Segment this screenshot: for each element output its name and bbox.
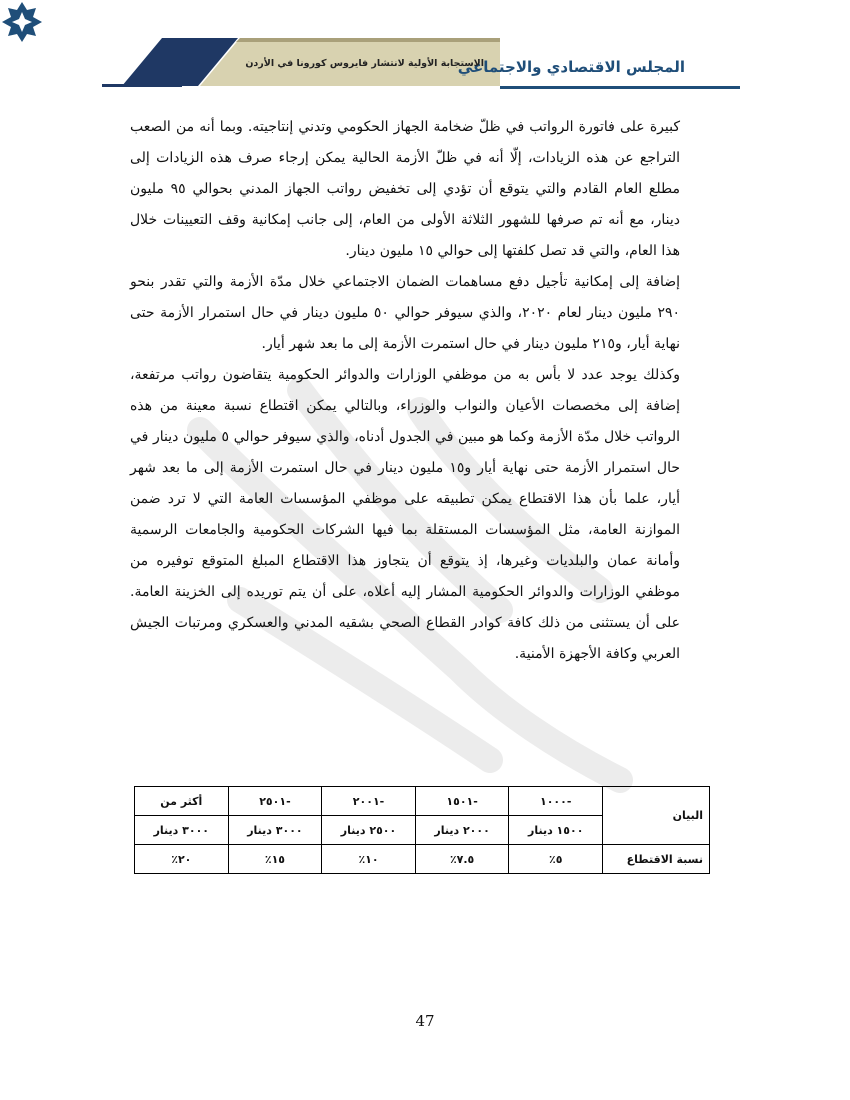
table-cell: ٣٠٠٠ دينار — [135, 816, 229, 845]
table-cell: ١٥٠٠ دينار — [509, 816, 603, 845]
table-cell: -١٥٠١ — [415, 787, 509, 816]
council-logo-icon — [0, 0, 44, 44]
table-cell: ٧.٥٪ — [415, 845, 509, 874]
table-cell: أكثر من — [135, 787, 229, 816]
table-cell: -٢٥٠١ — [228, 787, 322, 816]
paragraph: وكذلك يوجد عدد لا بأس به من موظفي الوزارات والدوائر الحكومية يتقاضون رواتب مرتفعة، إضافة إلى مخصصات الأعيان والنواب والوزراء، وبالتالي يمكن اقتطاع نسبة معينة من هذه الرواتب خلال مدّة الأزمة وكما هو مبين في الجدول أدناه، والذي سيوفر حوالي ٥ مليون دينار في حال استمرار الأزمة حتى نهاية أيار و١٥ مليون دينار في حال استمرت الأزمة إلى ما بعد شهر أيار، علما بأن هذا الاقتطاع يمكن تطبيقه على موظفي المؤسسات العامة التي لا ترد ضمن الموازنة العامة، مثل المؤسسات المستقلة بما فيها الشركات الحكومية والجامعات الرسمية وأمانة عمان والبلديات وغيرها، إذ يتوقع أن يتجاوز هذا الاقتطاع المبلغ المتوقع توفيره من موظفي الوزارات والدوائر الحكومية المشار إليه أعلاه، على أن يتم توريده إلى الخزينة العامة. على أن يستثنى من ذلك كافة كوادر القطاع الصحي بشقيه المدني والعسكري ومرتبات الجيش العربي وكافة الأجهزة الأمنية. — [130, 367, 681, 662]
table-cell: ٢٠٪ — [135, 845, 229, 874]
paragraph: إضافة إلى إمكانية تأجيل دفع مساهمات الضمان الاجتماعي خلال مدّة الأزمة والتي تقدر بنحو ٢٩٠ مليون دينار لعام ٢٠٢٠، والذي سيوفر حوالي ٥٠ مليون دينار في حال استمرار الأزمة حتى نهاية أيار، و٢١٥ مليون دينار في حال استمرت الأزمة إلى ما بعد شهر أيار. — [130, 274, 681, 352]
salary-cut-table — [134, 786, 710, 874]
table-cell: -٢٠٠١ — [322, 787, 416, 816]
page-number: 47 — [415, 1012, 435, 1030]
table-row — [135, 845, 710, 874]
table-cell: ١٥٪ — [228, 845, 322, 874]
body-text — [130, 112, 680, 670]
table-cell: ٣٠٠٠ دينار — [228, 816, 322, 845]
table-cell: ١٠٪ — [322, 845, 416, 874]
table-cell: ٢٥٠٠ دينار — [322, 816, 416, 845]
table-cell: -١٠٠٠ — [509, 787, 603, 816]
page-header — [0, 0, 850, 100]
header-banner-graphic — [0, 0, 850, 100]
council-name: المجلس الاقتصادي والاجتماعي — [457, 58, 685, 76]
publication-title: الاستجابة الأولية لانتشار فايروس كورونا في الأردن — [245, 58, 484, 69]
row-header-cut-rate: نسبة الاقتطاع — [603, 845, 710, 874]
table-row — [135, 787, 710, 816]
table-cell: ٥٪ — [509, 845, 603, 874]
row-header-statement: البيان — [603, 787, 710, 845]
paragraph: كبيرة على فاتورة الرواتب في ظلّ ضخامة الجهاز الحكومي وتدني إنتاجيته. وبما أنه من الصعب التراجع عن هذه الزيادات، إلّا أنه في ظلّ الأزمة الحالية يمكن إرجاء صرف هذه الزيادات إلى مطلع العام القادم والتي يتوقع أن تؤدي إلى تخفيض رواتب الجهاز المدني بحوالي ٩٥ مليون دينار، مع أنه تم صرفها للشهور الثلاثة الأولى من العام، إلى جانب إمكانية وقف التعيينات خلال هذا العام، والتي قد تصل كلفتها إلى حوالي ١٥ مليون دينار. — [130, 119, 680, 259]
table-cell: ٢٠٠٠ دينار — [415, 816, 509, 845]
